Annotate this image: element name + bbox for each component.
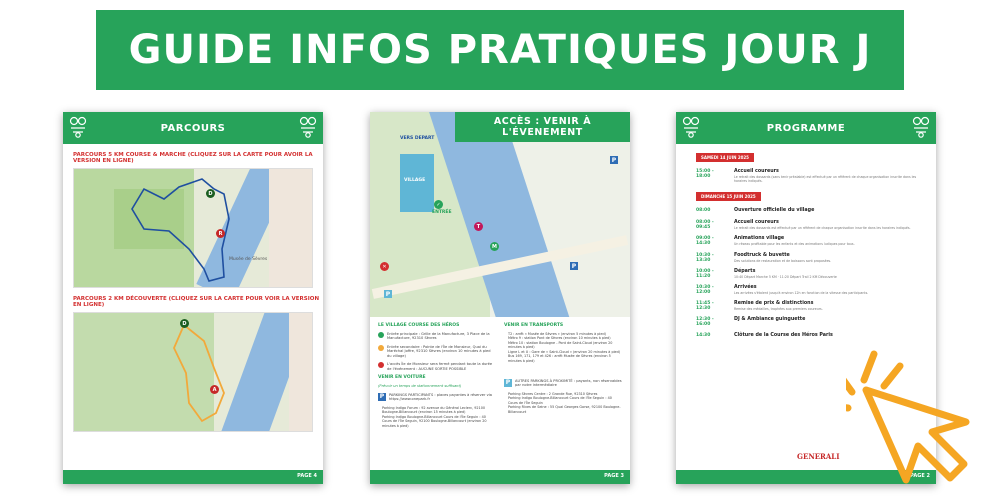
autres-list [504,392,622,414]
page-title: PARCOURS [160,122,226,134]
program-time: 10:30 - 13:30 [696,252,714,263]
list-item: Parking Indigo Forum : 92 avenue du Général Leclerc, 92100 Boulogne-Billancourt (environ 15 minutes à pied) [382,405,486,415]
route-line [74,169,313,288]
program-time: 12:30 - 16:00 [696,317,714,328]
program-desc: Les arrivées s'étalent jusqu'à environ 12h en fonction de la vitesse des participants. [734,290,869,295]
voiture-sub: (Prévoir un temps de stationnement suffisant) [378,384,462,389]
decorative-icon [912,116,930,138]
program-desc: 10:40 Départ Marche 5 KM · 11:20 Départ Trail 2 KM Découverte [734,274,837,279]
transport-list [504,332,622,363]
program-title: Remise de prix & distinctions [734,301,814,307]
program-title: Accueil coureurs [734,169,779,174]
metro-marker: M [490,242,499,251]
banner-title: GUIDE INFOS PRATIQUES JOUR J [128,27,872,73]
depart-label: VERS DEPART [400,136,435,141]
list-item: Parking Indigo Boulogne-Billancourt Cours de l'Île Seguin : 40 Cours de l'Île Seguin, 92100 Boulogne-Billancourt (environ 20 minutes à pied) [382,414,487,428]
village-item: L'accès Île de Monsieur sera fermé pendant toute la durée de l'événement : AUCUNE SORTIE POSSIBLE [387,362,493,371]
program-title: DJ & Ambiance guinguette [734,317,806,323]
village-item: Entrée principale : Grille de la Manufacture, 3 Place de la Manufacture, 92310 Sèvres [387,332,490,341]
header-banner [96,10,904,90]
list-item: Parking Rives de Seine : 55 Quai Georges Gorse, 92100 Boulogne-Billancourt [508,405,621,414]
ravito-marker: A [210,385,219,394]
program-row [696,333,926,339]
program-row [696,169,926,183]
page-parcours[interactable] [63,112,323,484]
program-title: Foodtruck & buvette [734,252,790,258]
program-time: 14:30 [696,333,711,339]
program-row [696,317,926,327]
village-item: Entrée secondaire : Pointe de l'Île de Monsieur, Quai du Maréchal Joffre, 92310 Sèvres (environ 10 minutes à pied du village) [387,344,491,358]
program-title: Animations village [734,236,785,242]
parking-text[interactable]: PARKINGS PARTICIPANTS : places payantes à réserver via https://www.onepark.fr [389,392,492,402]
closed-marker: ✕ [380,262,389,271]
program-title: Clôture de la Course des Héros Paris [734,333,833,339]
program-title: Accueil coureurs [734,220,779,226]
map-caption-5km[interactable]: PARCOURS 5 KM COURSE & MARCHE (CLIQUEZ SUR LA CARTE POUR AVOIR LA VERSION EN LIGNE) [73,152,313,164]
page-title: PROGRAMME [766,122,846,134]
page-title: ACCÈS : VENIR À L'ÉVENEMENT [455,112,630,142]
list-item: Parking Sèvres Centre : 2 Grande Rue, 92310 Sèvres [508,391,598,396]
page-number: PAGE 2 [910,473,930,479]
map-2km-route[interactable] [73,312,313,432]
check-icon [378,332,384,338]
sponsor-logo: GENERALI [797,452,840,461]
map-label: Musée de Sèvres [229,257,268,262]
program-time: 11:45 - 12:30 [696,301,714,312]
program-time: 10:00 - 11:20 [696,268,714,279]
program-row [696,253,926,263]
start-marker: D [206,189,215,198]
parking-icon: P [379,393,385,401]
route-line [74,313,313,432]
program-desc: Le retrait des dossards (sans tenir préalable) est effectué par un référent de chaque organisation inscrite dans les horaires indiqués. [734,175,917,184]
program-title: Ouverture officielle du village [734,208,815,214]
decorative-icon [299,116,317,138]
page-footer [63,470,323,484]
program-row [696,208,926,214]
map-5km-route[interactable] [73,168,313,288]
list-item: Parking Indigo Boulogne-Billancourt Cours de l'Île Seguin : 40 Cours de l'Île Seguin [508,396,612,405]
parking-list [378,406,496,428]
program-time: 15:00 - 18:00 [696,169,714,179]
program-desc: Remise des médailles, trophées aux premiers coureurs. [734,307,823,312]
list-item: Bus 169, 171, 179 et 426 : arrêt Musée de Sèvres (environ 5 minutes à pied) [508,354,611,363]
entree-label: ENTRÉE [432,210,452,215]
parking-icon: P [571,262,577,270]
voiture-heading: VENIR EN VOITURE [378,375,426,381]
day-label: SAMEDI 14 JUIN 2025 [696,153,754,162]
check-icon [378,345,384,351]
program-desc: Le retrait des dossards est effectué par un référent de chaque organisation inscrite dans les horaires indiqués. [734,226,911,231]
decorative-icon [682,116,700,138]
village-label: VILLAGE [404,178,426,183]
program-time: 08:00 [696,208,711,214]
map-caption-2km[interactable]: PARCOURS 2 KM DÉCOUVERTE (CLIQUEZ SUR LA CARTE POUR VOIR LA VERSION EN LIGNE) [73,296,320,308]
program-row [696,269,926,279]
click-cursor-icon [846,350,986,490]
page-acces[interactable] [370,112,630,484]
village-zone [400,154,434,212]
program-time: 08:00 - 09:45 [696,220,714,231]
list-item: Ligne L et U : Gare de « Saint-Cloud » (environ 20 minutes à pied) [508,349,621,354]
parking-icon: P [505,379,511,387]
list-item: Métro 9 : station Pont de Sèvres (environ 10 minutes à pied) [508,336,611,341]
close-icon [378,362,384,368]
ravito-marker: R [216,229,225,238]
page-header [676,112,936,144]
page-header [63,112,323,144]
transport-heading: VENIR EN TRANSPORTS [504,323,564,328]
program-row [696,301,926,311]
program-time: 10:30 - 12:00 [696,284,714,295]
parking-icon: P [611,156,617,164]
page-number: PAGE 4 [297,473,317,479]
village-heading: LE VILLAGE COURSE DES HÉROS [378,323,460,328]
entrance-marker: ✓ [434,200,443,209]
day-label: DIMANCHE 15 JUIN 2025 [696,192,761,201]
autres-text: AUTRES PARKINGS À PROXIMITÉ : payants, non réservables par notre intermédiaire [515,378,622,388]
tram-marker: T [474,222,483,231]
page-footer [370,470,630,484]
program-time: 09:00 - 14:30 [696,236,714,247]
program-row [696,236,926,246]
program-row [696,285,926,295]
program-desc: Des solutions de restauration et de boissons sont proposées. [734,258,832,263]
page-number: PAGE 3 [604,473,624,479]
program-row [696,220,926,230]
list-item: Métro 10 : station Boulogne - Pont de Saint-Cloud (environ 20 minutes à pied) [508,340,613,350]
program-desc: Un réseau profitable pour les enfants et des animations ludiques pour tous. [734,242,855,247]
parking-icon: P [385,290,391,298]
program-title: Arrivées [734,284,757,290]
list-item: T2 : arrêt « Musée de Sèvres » (environ 5 minutes à pied) [508,332,606,336]
access-map[interactable] [370,112,630,317]
program-title: Départs [734,268,756,274]
start-marker: D [180,319,189,328]
decorative-icon [69,116,87,138]
